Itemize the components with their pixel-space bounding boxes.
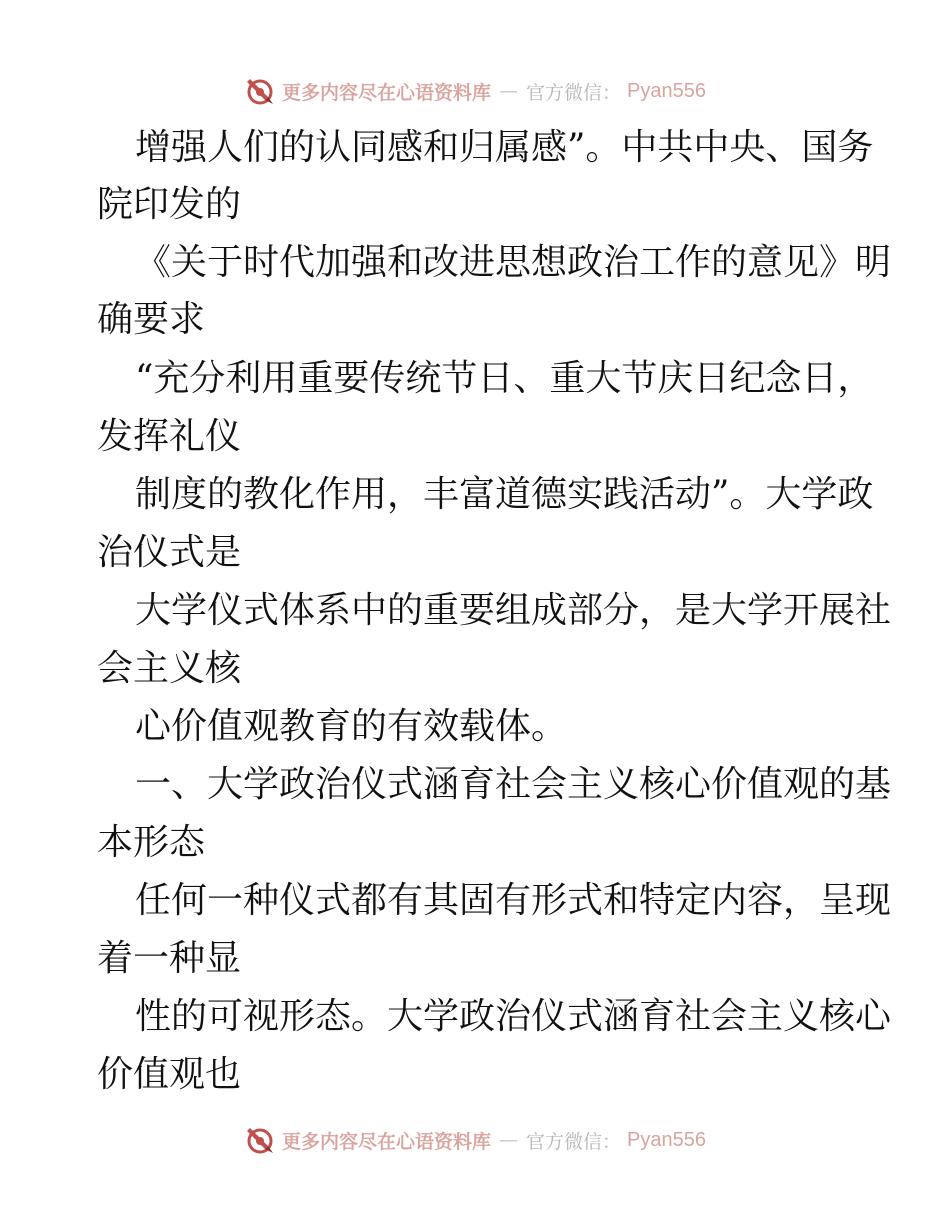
banner-wechat-label: 官方微信： [526, 1130, 622, 1153]
text-line: 心价值观教育的有效载体。 [135, 706, 568, 747]
text-line: 制度的教化作用，丰富道德实践活动”。大学政 [135, 474, 874, 515]
text-line: 院印发的 [97, 184, 242, 225]
text-line: 大学仪式体系中的重要组成部分，是大学开展社 [135, 590, 892, 631]
banner-wechat-id: Pyan556 [627, 1128, 706, 1151]
banner-dash: — [499, 80, 519, 102]
section-heading-cont: 本形态 [97, 822, 206, 863]
banner-title: 更多内容尽在心语资料库 [282, 81, 492, 104]
pen-logo-icon [244, 75, 276, 107]
text-line: 着一种显 [97, 938, 242, 979]
text-line: 性的可视形态。大学政治仪式涵育社会主义核心 [135, 996, 892, 1037]
text-line: 增强人们的认同感和归属感”。中共中央、国务 [135, 127, 874, 168]
text-line: 价值观也 [97, 1054, 242, 1095]
banner-dash: — [499, 1129, 519, 1151]
text-line: 任何一种仪式都有其固有形式和特定内容，呈现 [135, 880, 892, 921]
pen-logo-icon [244, 1124, 276, 1156]
header-banner [0, 71, 950, 111]
text-line: 确要求 [97, 299, 206, 340]
section-heading: 一、大学政治仪式涵育社会主义核心价值观的基 [135, 764, 892, 805]
footer-banner [0, 1120, 950, 1160]
text-line: 发挥礼仪 [97, 416, 242, 457]
banner-wechat-label: 官方微信： [526, 81, 622, 104]
text-line: 《关于时代加强和改进思想政治工作的意见》明 [135, 242, 892, 283]
text-line: 治仪式是 [97, 532, 242, 573]
banner-wechat-id: Pyan556 [627, 79, 706, 102]
banner-title: 更多内容尽在心语资料库 [282, 1130, 492, 1153]
text-line: 会主义核 [97, 648, 242, 689]
text-line: “充分利用重要传统节日、重大节庆日纪念日， [135, 358, 874, 399]
